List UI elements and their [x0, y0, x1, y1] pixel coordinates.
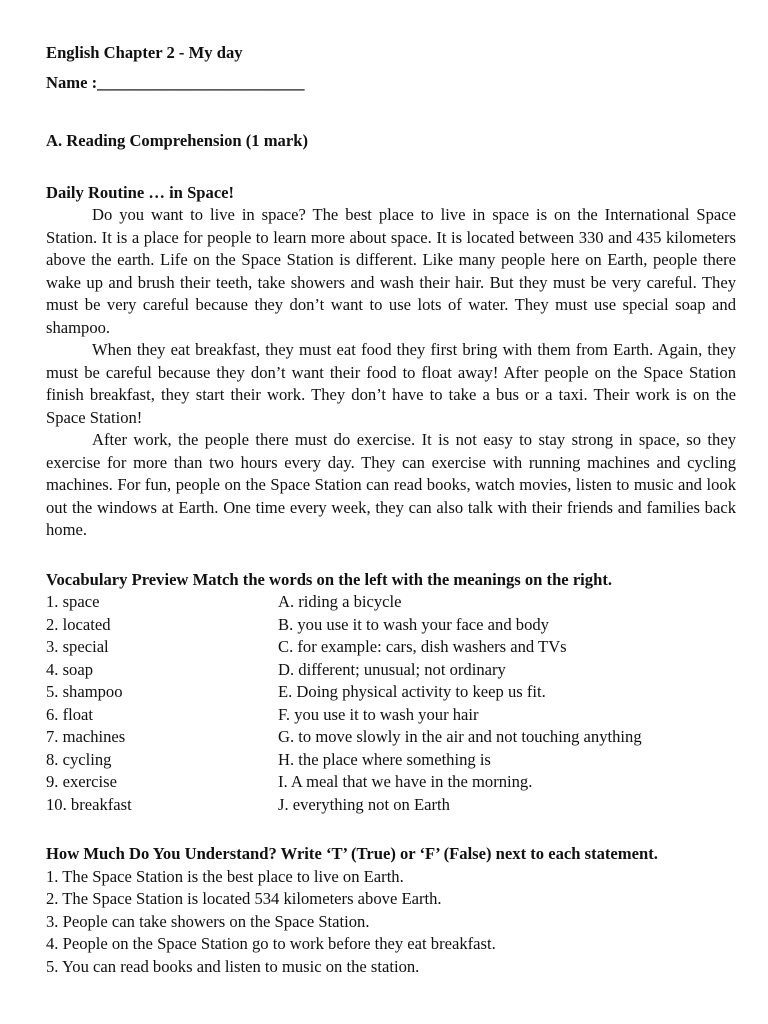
- reading-title: Daily Routine … in Space!: [46, 182, 235, 202]
- vocab-meaning: G. to move slowly in the air and not touching anything: [278, 727, 642, 746]
- vocab-meaning: H. the place where something is: [278, 749, 491, 769]
- vocab-row: [46, 614, 736, 637]
- worksheet-content: [46, 42, 736, 978]
- vocab-word: 7. machines: [46, 727, 126, 746]
- vocabulary-match-list: [46, 591, 736, 816]
- vocab-row: [46, 749, 736, 772]
- vocab-meaning: J. everything not on Earth: [278, 794, 450, 814]
- vocab-row: [46, 591, 736, 614]
- vocab-word: 10. breakfast: [46, 794, 132, 814]
- vocab-meaning: C. for example: cars, dish washers and TVs: [278, 637, 567, 656]
- true-false-list: [46, 866, 736, 979]
- vocab-row: [46, 704, 736, 727]
- reading-paragraph-3: After work, the people there must do exercise. It is not easy to stay strong in space, so they exercise for more than two hours every day. They can exercise with running machines and cycling machines. For fun, people on the Space Station can read books, watch movies, listen to music and look out the windows at Earth. One time every week, they can also talk with their friends and families back home.: [46, 430, 736, 539]
- statement-item: 5. You can read books and listen to music on the station.: [46, 956, 420, 976]
- reading-paragraph-2: When they eat breakfast, they must eat food they first bring with them from Earth. Again, they must be careful because they don’t want their food to float away! After people on the Space Station finish breakfast, they start their work. They don’t have to take a bus or a taxi. Their work is on the Space Station!: [46, 340, 736, 427]
- vocab-meaning: F. you use it to wash your hair: [278, 704, 479, 724]
- vocab-word: 4. soap: [46, 659, 94, 679]
- vocab-meaning: B. you use it to wash your face and body: [278, 614, 549, 634]
- reading-paragraph-1: Do you want to live in space? The best place to live in space is on the International Space Station. It is a place for people to learn more about space. It is located between 330 and 435 kilometers above the earth. Life on the Space Station is different. Like many people here on Earth, people there wake up and brush their teeth, take showers and wash their hair. But they must be very careful. They must be very careful because they don’t want to use lots of water. They must use special soap and shampoo.: [46, 205, 736, 337]
- statement-item: 1. The Space Station is the best place to live on Earth.: [46, 866, 404, 886]
- statement-item: 3. People can take showers on the Space Station.: [46, 911, 370, 931]
- vocab-word: 6. float: [46, 704, 94, 724]
- vocab-row: [46, 794, 736, 817]
- vocab-word: 9. exercise: [46, 772, 117, 791]
- vocab-word: 1. space: [46, 592, 100, 611]
- name-field-label: Name :_________________________: [46, 72, 305, 92]
- vocab-row: [46, 636, 736, 659]
- vocab-meaning: A. riding a bicycle: [278, 592, 402, 611]
- section-a-heading: A. Reading Comprehension (1 mark): [46, 131, 308, 150]
- statement-item: 2. The Space Station is located 534 kilometers above Earth.: [46, 889, 442, 908]
- vocab-row: [46, 726, 736, 749]
- vocab-meaning: D. different; unusual; not ordinary: [278, 659, 506, 679]
- vocab-word: 5. shampoo: [46, 682, 123, 701]
- vocab-meaning: I. A meal that we have in the morning.: [278, 772, 533, 791]
- vocabulary-heading: Vocabulary Preview Match the words on the left with the meanings on the right.: [46, 569, 612, 589]
- statement-item: 4. People on the Space Station go to work before they eat breakfast.: [46, 934, 496, 953]
- vocab-meaning: E. Doing physical activity to keep us fit.: [278, 682, 546, 701]
- vocab-word: 3. special: [46, 637, 109, 656]
- vocab-row: [46, 659, 736, 682]
- vocab-word: 2. located: [46, 614, 111, 634]
- vocab-row: [46, 681, 736, 704]
- vocab-row: [46, 771, 736, 794]
- vocab-word: 8. cycling: [46, 749, 112, 769]
- worksheet-title: English Chapter 2 - My day: [46, 43, 243, 62]
- true-false-heading: How Much Do You Understand? Write ‘T’ (True) or ‘F’ (False) next to each statement.: [46, 844, 658, 863]
